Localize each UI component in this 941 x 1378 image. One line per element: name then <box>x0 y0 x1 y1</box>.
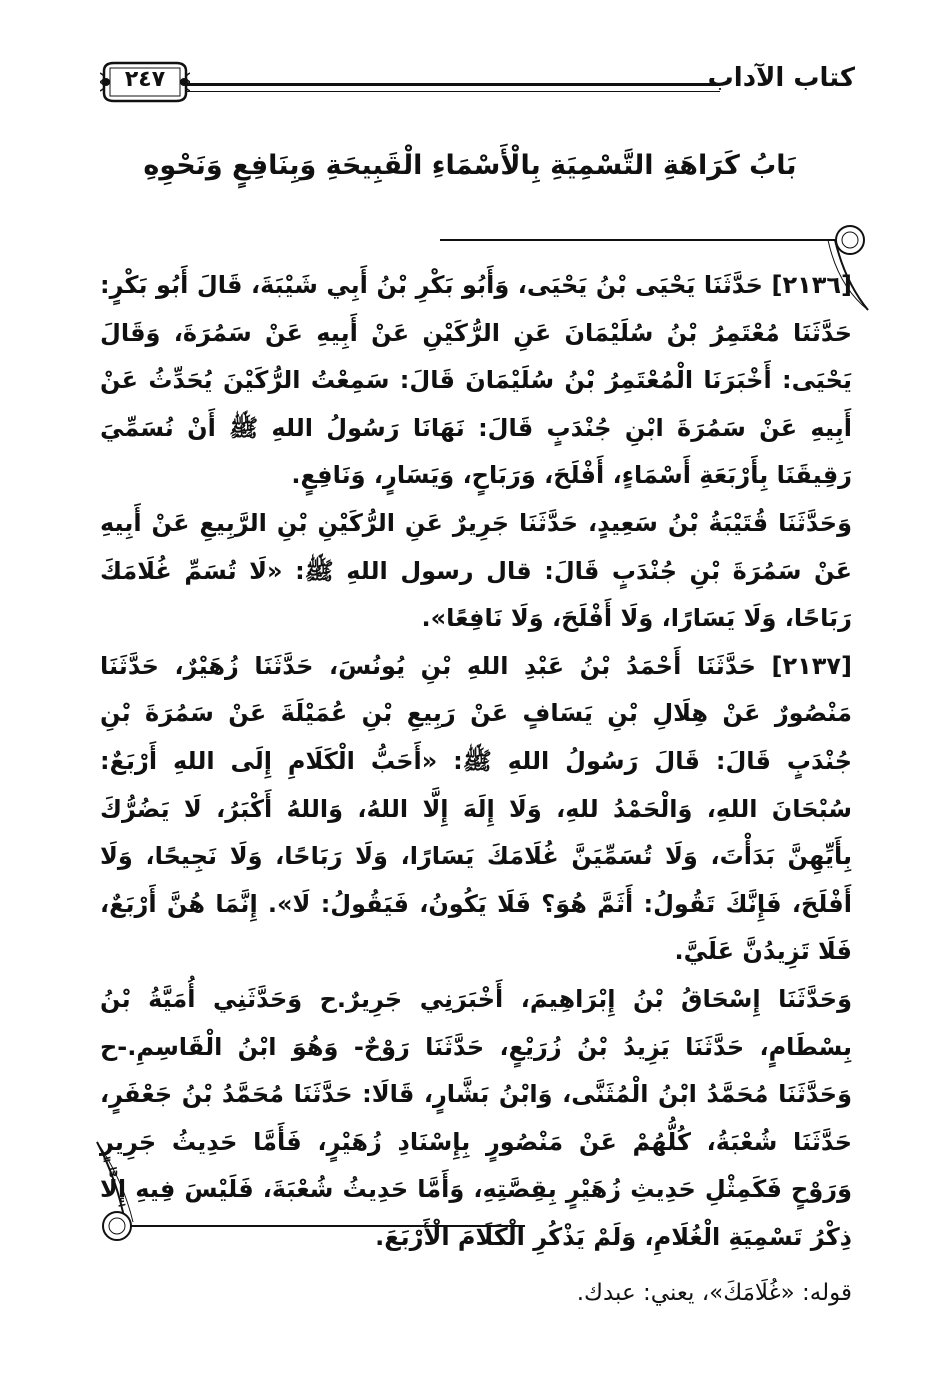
paragraph-hadith-2137: [٢١٣٧] حَدَّثَنَا أَحْمَدُ بْنُ عَبْدِ اللهِ بْنِ يُونُسَ، حَدَّثَنَا زُهَيْرٌ، حَدَّثَنَا مَنْصُورٌ عَنْ هِلَالِ بْنِ يَسَافٍ عَنْ رَبِيعِ بْنِ عُمَيْلَةَ عَنْ سَمُرَةَ بْنِ جُنْدَبٍ قَالَ: قَالَ رَسُولُ اللهِ ﷺ: «أَحَبُّ الْكَلَامِ إِلَى اللهِ أَرْبَعٌ: سُبْحَانَ اللهِ، وَالْحَمْدُ للهِ، وَلَا إِلَهَ إِلَّا اللهُ، وَاللهُ أَكْبَرُ، لَا يَضُرُّكَ بِأَيِّهِنَّ بَدَأْتَ، وَلَا تُسَمِّيَنَّ غُلَامَكَ يَسَارًا، وَلَا رَبَاحًا، وَلَا نَجِيحًا، وَلَا أَفْلَحَ، فَإِنَّكَ تَقُولُ: أَثَمَّ هُوَ؟ فَلَا يَكُونُ، فَيَقُولُ: لَا». إِنَّمَا هُنَّ أَرْبَعٌ، فَلَا تَزِيدُنَّ عَلَيَّ. <box>100 651 852 966</box>
page-number: ٢٤٧ <box>124 67 166 92</box>
chapter-title: بَابُ كَرَاهَةِ التَّسْمِيَةِ بِالْأَسْمَاءِ الْقَبِيحَةِ وَبِنَافِعٍ وَنَحْوِهِ <box>143 150 797 181</box>
header-rule <box>185 83 720 92</box>
paragraph-isnad-qutayba: وَحَدَّثَنَا قُتَيْبَةُ بْنُ سَعِيدٍ، حَدَّثَنَا جَرِيرٌ عَنِ الرُّكَيْنِ بْنِ الرَّبِيعِ عَنْ أَبِيهِ عَنْ سَمُرَةَ بْنِ جُنْدَبٍ قَالَ: قال رسول اللهِ ﷺ: «لَا تُسَمِّ غُلَامَكَ رَبَاحًا، وَلَا يَسَارًا، وَلَا أَفْلَحَ، وَلَا نَافِعًا». <box>100 508 852 633</box>
frame-corner-bottom-icon <box>95 1140 525 1245</box>
page-number-ornament <box>100 59 190 105</box>
paragraph-isnad-ishaq: وَحَدَّثَنَا إِسْحَاقُ بْنُ إِبْرَاهِيمَ، أَخْبَرَنِي جَرِيرٌ.ح وَحَدَّثَنِي أُمَيَّةُ بْنُ بِسْطَامٍ، حَدَّثَنَا يَزِيدُ بْنُ زُرَيْعٍ، حَدَّثَنَا رَوْحٌ- وَهُوَ ابْنُ الْقَاسِمِ.-ح وَحَدَّثَنَا مُحَمَّدُ ابْنُ الْمُثَنَّى، وَابْنُ بَشَّارٍ، قَالَا: حَدَّثَنَا مُحَمَّدُ بْنُ جَعْفَرٍ، حَدَّثَنَا شُعْبَةُ، كُلُّهُمْ عَنْ مَنْصُورٍ بِإِسْنَادِ زُهَيْرٍ، فَأَمَّا حَدِيثُ جَرِيرٍ وَرَوْحٍ فَكَمِثْلِ حَدِيثِ زُهَيْرٍ بِقِصَّتِهِ، وَأَمَّا حَدِيثُ شُعْبَةَ، فَلَيْسَ فِيهِ إِلَّا ذِكْرُ تَسْمِيَةِ الْغُلَامِ، وَلَمْ يَذْكُرِ الْكَلَامَ الْأَرْبَعَ. <box>100 984 852 1251</box>
page-header <box>95 55 855 125</box>
footnote: قوله: «غُلَامَكَ»، يعني: عبدك. <box>576 1280 852 1306</box>
main-text <box>100 262 852 1261</box>
book-title: كتاب الآداب <box>707 63 855 93</box>
paragraph-hadith-2136: [٢١٣٦] حَدَّثَنَا يَحْيَى بْنُ يَحْيَى، وَأَبُو بَكْرِ بْنُ أَبِي شَيْبَةَ، قَالَ أَبُو بَكْرٍ: حَدَّثَنَا مُعْتَمِرُ بْنُ سُلَيْمَانَ عَنِ الرُّكَيْنِ عَنْ أَبِيهِ عَنْ سَمُرَةَ، وَقَالَ يَحْيَى: أَخْبَرَنَا الْمُعْتَمِرُ بْنُ سُلَيْمَانَ قَالَ: سَمِعْتُ الرُّكَيْنَ يُحَدِّثُ عَنْ أَبِيهِ عَنْ سَمُرَةَ ابْنِ جُنْدَبٍ قَالَ: نَهَانَا رَسُولُ اللهِ ﷺ أَنْ نُسَمِّيَ رَقِيقَنَا بِأَرْبَعَةِ أَسْمَاءٍ، أَفْلَحَ، وَرَبَاحٍ، وَيَسَارٍ، وَنَافِعٍ. <box>100 271 852 490</box>
